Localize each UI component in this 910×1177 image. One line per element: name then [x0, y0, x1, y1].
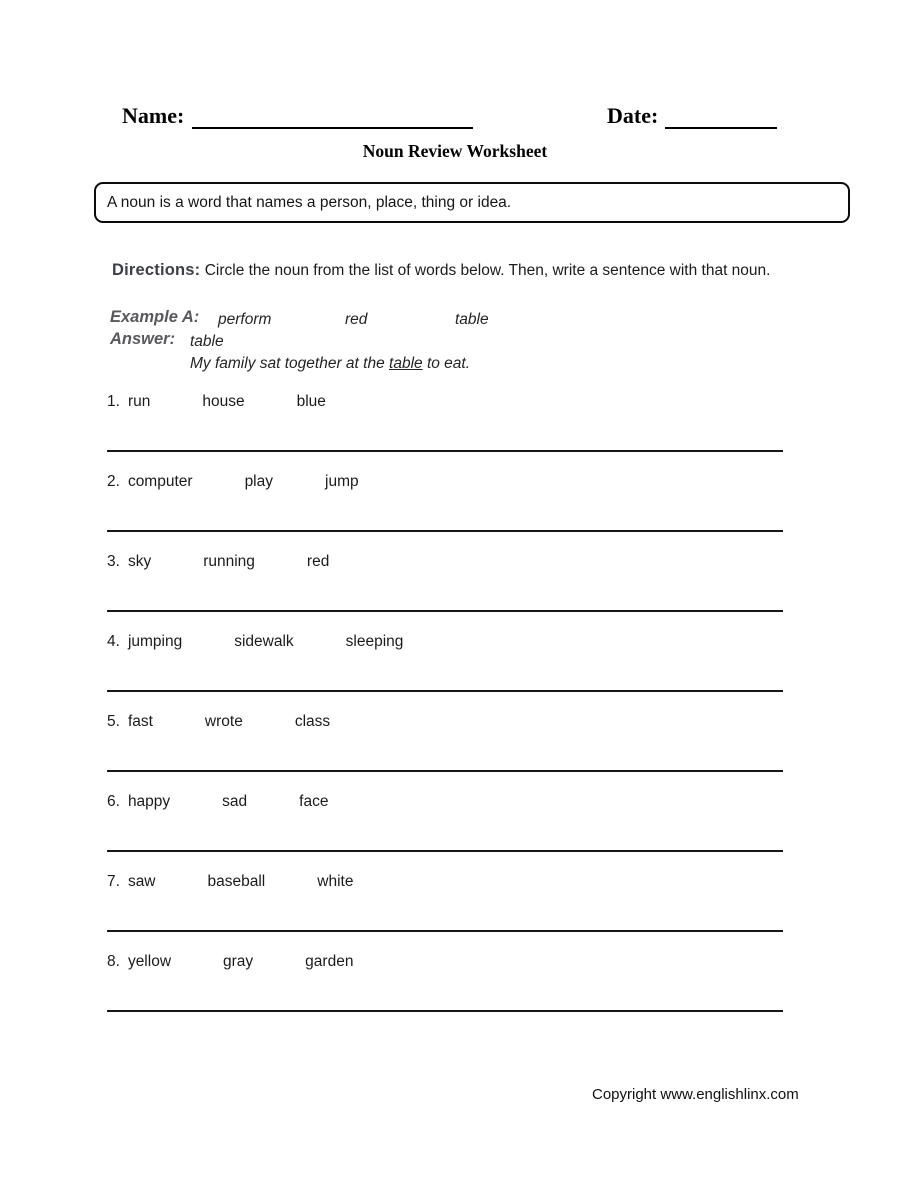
example-sentence-underlined-word: table: [389, 355, 423, 372]
worksheet-item-6: [107, 793, 783, 853]
word-choice[interactable]: computer: [127, 473, 193, 490]
item-number: 8.: [107, 953, 120, 970]
word-choice[interactable]: play: [244, 473, 273, 490]
page-title: Noun Review Worksheet: [362, 141, 548, 161]
example-sentence-prefix: My family sat together at the: [190, 355, 390, 372]
sentence-answer-line[interactable]: [107, 690, 783, 692]
word-choice[interactable]: jumping: [127, 633, 183, 650]
item-number: 6.: [107, 793, 120, 810]
word-choice[interactable]: run: [127, 393, 151, 410]
directions-text: Circle the noun from the list of words below. Then, write a sentence with that noun.: [204, 261, 771, 279]
example-label: Example A:: [110, 308, 200, 326]
word-choice[interactable]: baseball: [207, 873, 266, 890]
word-choice[interactable]: sleeping: [345, 633, 404, 650]
copyright-text: Copyright www.englishlinx.com: [592, 1086, 799, 1103]
item-number: 2.: [107, 473, 120, 490]
sentence-answer-line[interactable]: [107, 530, 783, 532]
word-choice[interactable]: face: [299, 793, 329, 810]
worksheet-item-1: [107, 393, 783, 453]
word-choices: [107, 793, 783, 811]
worksheet-item-7: [107, 873, 783, 933]
name-field-group: [122, 102, 473, 129]
word-choices: [107, 393, 783, 411]
example-word: red: [345, 311, 368, 328]
date-label: Date:: [607, 103, 659, 128]
word-choices: [107, 553, 783, 571]
date-field-group: [607, 102, 777, 129]
word-choice[interactable]: blue: [296, 393, 326, 410]
example-sentence-suffix: to eat.: [422, 355, 471, 372]
date-blank-line[interactable]: [665, 102, 777, 129]
word-choice[interactable]: sad: [222, 793, 248, 810]
item-number: 1.: [107, 393, 120, 410]
word-choices: [107, 953, 783, 971]
answer-word: table: [190, 333, 224, 350]
noun-definition-box: [94, 182, 850, 223]
sentence-answer-line[interactable]: [107, 1010, 783, 1012]
worksheet-item-5: [107, 713, 783, 773]
word-choice[interactable]: yellow: [127, 953, 172, 970]
directions-label: Directions:: [112, 260, 201, 279]
answer-label: Answer:: [110, 330, 176, 348]
word-choice[interactable]: gray: [223, 953, 254, 970]
item-number: 3.: [107, 553, 120, 570]
item-number: 4.: [107, 633, 120, 650]
word-choice[interactable]: garden: [305, 953, 354, 970]
word-choice[interactable]: class: [294, 713, 331, 730]
word-choices: [107, 713, 783, 731]
word-choice[interactable]: red: [306, 553, 330, 570]
word-choice[interactable]: house: [202, 393, 245, 410]
name-blank-line[interactable]: [192, 102, 473, 129]
word-choice[interactable]: jump: [325, 473, 359, 490]
sentence-answer-line[interactable]: [107, 450, 783, 452]
sentence-answer-line[interactable]: [107, 610, 783, 612]
directions-paragraph: [107, 259, 807, 282]
name-label: Name:: [122, 103, 185, 128]
word-choice[interactable]: saw: [127, 873, 156, 890]
word-choice[interactable]: sky: [127, 553, 152, 570]
sentence-answer-line[interactable]: [107, 850, 783, 852]
sentence-answer-line[interactable]: [107, 930, 783, 932]
word-choice[interactable]: happy: [127, 793, 171, 810]
word-choice[interactable]: wrote: [204, 713, 243, 730]
word-choice[interactable]: sidewalk: [234, 633, 294, 650]
worksheet-item-4: [107, 633, 783, 693]
worksheet-item-3: [107, 553, 783, 613]
worksheet-item-2: [107, 473, 783, 533]
sentence-answer-line[interactable]: [107, 770, 783, 772]
word-choice[interactable]: white: [317, 873, 354, 890]
word-choices: [107, 873, 783, 891]
word-choices: [107, 633, 783, 651]
example-sentence: [190, 355, 470, 373]
worksheet-item-8: [107, 953, 783, 1013]
word-choice[interactable]: running: [203, 553, 255, 570]
word-choices: [107, 473, 783, 491]
noun-definition-text: A noun is a word that names a person, place, thing or idea.: [107, 193, 512, 211]
item-number: 7.: [107, 873, 120, 890]
word-choice[interactable]: fast: [127, 713, 153, 730]
example-word: table: [455, 311, 489, 328]
example-word: perform: [218, 311, 272, 328]
item-number: 5.: [107, 713, 120, 730]
